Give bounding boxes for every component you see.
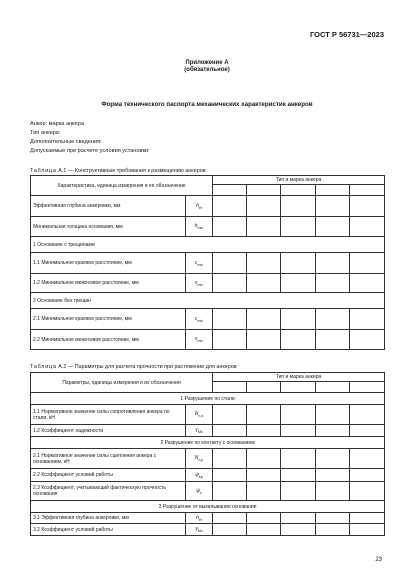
symbol-subscript: min: [197, 282, 204, 287]
value-cell: [316, 513, 350, 524]
value-cell: [247, 309, 281, 330]
value-cell: [316, 425, 350, 437]
table-row: [31, 196, 385, 217]
symbol-subscript: n,p: [198, 458, 204, 462]
symbol-subscript: min: [197, 318, 204, 323]
value-cell: [213, 449, 247, 469]
row-symbol: [186, 196, 213, 217]
value-cell: [316, 253, 350, 274]
section-row: [31, 393, 385, 405]
value-cell: [213, 405, 247, 425]
symbol-subscript: min: [197, 339, 204, 343]
value-cell: [247, 469, 281, 482]
symbol-subscript: ef: [198, 517, 202, 522]
value-cell: [350, 253, 385, 274]
value-cell: [350, 309, 385, 330]
standard-code: ГОСТ Р 56731—2023: [309, 30, 384, 39]
row-label: Эффективная глубина анкеровки, мм: [31, 196, 186, 217]
appendix-status: (обязательное): [184, 67, 230, 73]
value-cell: [350, 513, 385, 524]
value-cell: [213, 524, 247, 536]
table2-caption: [30, 364, 237, 370]
section-heading: 1 Разрушение по стали: [31, 393, 385, 405]
symbol-subscript: Mc: [197, 529, 203, 533]
value-cell: [316, 274, 350, 293]
row-symbol: [186, 217, 213, 237]
value-cell: [316, 405, 350, 425]
value-cell: [213, 482, 247, 501]
value-cell: [281, 196, 316, 217]
row-label: 1.2 Коэффициент надежности: [31, 425, 186, 437]
symbol-letter: ψ: [195, 471, 199, 478]
row-label: 2.2 Коэффициент условий работы: [31, 469, 186, 482]
section-heading: 3 Разрушение от выкалывания основания: [31, 501, 385, 513]
field-anchor-brand: Анкер: марка анкера: [30, 121, 85, 127]
value-cell: [281, 217, 316, 237]
table1-caption-prefix: Таблица: [30, 168, 57, 174]
value-cell: [213, 309, 247, 330]
section-row: [31, 293, 385, 309]
table-row: [31, 217, 385, 237]
symbol-subscript: Ms: [197, 430, 203, 434]
table-row: [31, 513, 385, 524]
value-cell: [281, 405, 316, 425]
value-cell: [247, 330, 281, 350]
value-cell: [281, 524, 316, 536]
section-row: [31, 437, 385, 449]
value-cell: [316, 482, 350, 501]
field-installation-conditions: Допускаемые при расчете условия установки:: [30, 148, 150, 154]
table-structural-requirements: [30, 175, 385, 350]
value-cell: [281, 253, 316, 274]
value-cell: [213, 274, 247, 293]
row-symbol: [186, 330, 213, 350]
value-cell: [316, 469, 350, 482]
table-row: [31, 253, 385, 274]
value-cell: [247, 217, 281, 237]
table-row: [31, 330, 385, 350]
value-cell: [316, 309, 350, 330]
field-anchor-type: Тип анкера:: [30, 130, 61, 136]
value-cell: [316, 330, 350, 350]
value-cell: [213, 330, 247, 350]
row-label: 1.2 Минимальное межосевое расстояние, мм: [31, 274, 186, 293]
value-cell: [213, 425, 247, 437]
symbol-letter: s: [194, 279, 198, 286]
value-cell: [247, 482, 281, 501]
table1-caption-text: А.1 — Конструктивные требования к размещению анкеров: [58, 168, 206, 174]
table2-header-anchor-type: Тип и марка анкера: [213, 373, 385, 382]
symbol-subscript: min: [197, 262, 204, 267]
row-label: 2.2 Минимальное межосевое расстояние, мм: [31, 330, 186, 350]
row-label: 3.2 Коэффициент условий работы: [31, 524, 186, 536]
symbol-letter: N: [194, 455, 199, 461]
symbol-letter: s: [194, 336, 198, 342]
page-number: 23: [375, 557, 382, 563]
table-row: [31, 524, 385, 536]
symbol-subscript: sp: [198, 474, 203, 479]
table2-header-label: Параметры, единицы измерения и их обозначения: [31, 373, 213, 393]
row-symbol: [186, 449, 213, 469]
table1-caption: [30, 168, 206, 174]
symbol-letter: γ: [195, 427, 198, 433]
row-symbol: [186, 309, 213, 330]
symbol-letter: h: [196, 514, 199, 521]
symbol-subscript: c: [199, 490, 202, 495]
value-cell: [247, 253, 281, 274]
value-cell: [350, 482, 385, 501]
row-symbol: [186, 524, 213, 536]
row-label: 2.1 Минимальное краевое расстояние, мм: [31, 309, 186, 330]
section-row: [31, 501, 385, 513]
row-label: 2.1 Нормативное значение силы сцепления анкера с основанием, кН: [31, 449, 186, 469]
section-heading: 2 Разрушение по контакту с основанием: [31, 437, 385, 449]
symbol-letter: c: [194, 259, 198, 266]
row-label: 1.1 Нормативное значение силы сопротивления анкера по стали, кН: [31, 405, 186, 425]
field-additional-info: Дополнительные сведения:: [30, 139, 102, 145]
symbol-letter: c: [194, 315, 198, 322]
symbol-letter: h: [194, 223, 198, 229]
table2-caption-text: А.2 — Параметры для расчета прочности при растяжении для анкеров: [58, 364, 237, 370]
value-cell: [281, 449, 316, 469]
section-row: [31, 237, 385, 253]
value-cell: [281, 274, 316, 293]
value-cell: [350, 405, 385, 425]
symbol-letter: N: [194, 411, 199, 417]
symbol-letter: γ: [195, 526, 198, 532]
table-row: [31, 274, 385, 293]
value-cell: [213, 217, 247, 237]
value-cell: [281, 425, 316, 437]
value-cell: [247, 524, 281, 536]
value-cell: [213, 196, 247, 217]
value-cell: [247, 405, 281, 425]
row-symbol: [186, 425, 213, 437]
value-cell: [247, 196, 281, 217]
value-cell: [350, 330, 385, 350]
table-row: [31, 309, 385, 330]
value-cell: [281, 513, 316, 524]
table-row: [31, 449, 385, 469]
row-symbol: [186, 253, 213, 274]
table2-caption-prefix: Таблица: [30, 364, 57, 370]
value-cell: [350, 425, 385, 437]
table-row: [31, 469, 385, 482]
section-heading: 2 Основание без трещин: [31, 293, 385, 309]
table-tension-parameters: [30, 372, 385, 536]
value-cell: [350, 449, 385, 469]
form-title: Форма технического паспорта механических характеристик анкеров: [101, 101, 313, 108]
value-cell: [213, 469, 247, 482]
value-cell: [350, 274, 385, 293]
row-symbol: [186, 274, 213, 293]
symbol-letter: h: [196, 202, 199, 209]
value-cell: [350, 524, 385, 536]
value-cell: [316, 524, 350, 536]
table1-header-label: Характеристика, единица измерения и ее обозначение: [31, 176, 213, 196]
row-label: 3.1 Эффективная глубина анкеровки, мм: [31, 513, 186, 524]
value-cell: [281, 330, 316, 350]
value-cell: [350, 217, 385, 237]
row-symbol: [186, 482, 213, 501]
table-row: [31, 482, 385, 501]
value-cell: [213, 513, 247, 524]
value-cell: [281, 309, 316, 330]
value-cell: [281, 482, 316, 501]
row-symbol: [186, 405, 213, 425]
table-row: [31, 425, 385, 437]
value-cell: [350, 196, 385, 217]
symbol-letter: ψ: [196, 487, 200, 494]
value-cell: [213, 253, 247, 274]
row-label: 2.3 Коэффициент, учитывающий фактическую прочность основания: [31, 482, 186, 501]
section-heading: 1 Основание с трещинами: [31, 237, 385, 253]
row-symbol: [186, 513, 213, 524]
value-cell: [316, 217, 350, 237]
value-cell: [247, 449, 281, 469]
symbol-subscript: min: [197, 226, 204, 230]
symbol-subscript: n,s: [198, 414, 204, 418]
value-cell: [247, 274, 281, 293]
row-label: Минимальная толщина основания, мм: [31, 217, 186, 237]
symbol-subscript: ef: [198, 205, 202, 210]
value-cell: [316, 196, 350, 217]
appendix-title: Приложение А: [185, 60, 229, 66]
row-symbol: [186, 469, 213, 482]
value-cell: [247, 513, 281, 524]
table1-header-anchor-type: Тип и марка анкера: [213, 176, 385, 185]
value-cell: [247, 425, 281, 437]
value-cell: [316, 449, 350, 469]
row-label: 1.1 Минимальное краевое расстояние, мм: [31, 253, 186, 274]
value-cell: [281, 469, 316, 482]
value-cell: [350, 469, 385, 482]
table-row: [31, 405, 385, 425]
